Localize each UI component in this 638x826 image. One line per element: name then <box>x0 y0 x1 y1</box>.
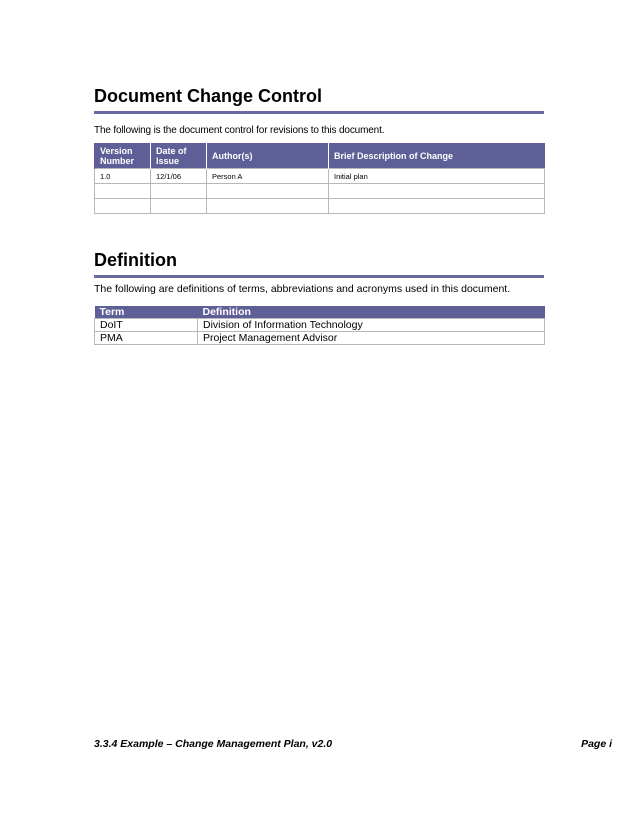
cell-date: 12/1/06 <box>151 169 207 184</box>
cell-description <box>329 199 545 214</box>
header-authors: Author(s) <box>207 143 329 169</box>
cell-author: Person A <box>207 169 329 184</box>
cell-description <box>329 184 545 199</box>
definition-header-row <box>95 306 545 319</box>
cell-term: PMA <box>95 332 198 345</box>
cell-author <box>207 184 329 199</box>
change-control-rule <box>94 111 544 114</box>
cell-version: 1.0 <box>95 169 151 184</box>
header-date-of-issue: Date of Issue <box>151 143 207 169</box>
footer-document-title: 3.3.4 Example – Change Management Plan, v2.0 <box>94 738 333 750</box>
cell-author <box>207 199 329 214</box>
cell-version <box>95 184 151 199</box>
header-term: Term <box>95 306 198 319</box>
table-row <box>95 169 545 184</box>
change-control-intro: The following is the document control for revisions to this document. <box>94 125 385 136</box>
definition-intro: The following are definitions of terms, abbreviations and acronyms used in this document. <box>94 283 511 295</box>
definition-table <box>94 306 545 345</box>
footer-page-number: Page i <box>581 738 612 750</box>
change-control-title: Document Change Control <box>94 86 322 106</box>
cell-date <box>151 199 207 214</box>
change-control-table <box>94 143 545 214</box>
definition-title: Definition <box>94 250 177 270</box>
cell-term: DoIT <box>95 319 198 332</box>
header-definition: Definition <box>198 306 545 319</box>
cell-date <box>151 184 207 199</box>
cell-description: Initial plan <box>329 169 545 184</box>
table-row <box>95 332 545 345</box>
cell-version <box>95 199 151 214</box>
table-row <box>95 199 545 214</box>
table-row <box>95 184 545 199</box>
table-row <box>95 319 545 332</box>
definition-rule <box>94 275 544 278</box>
header-version-number: Version Number <box>95 143 151 169</box>
change-control-header-row <box>95 143 545 169</box>
header-description: Brief Description of Change <box>329 143 545 169</box>
cell-definition: Division of Information Technology <box>198 319 545 332</box>
cell-definition: Project Management Advisor <box>198 332 545 345</box>
